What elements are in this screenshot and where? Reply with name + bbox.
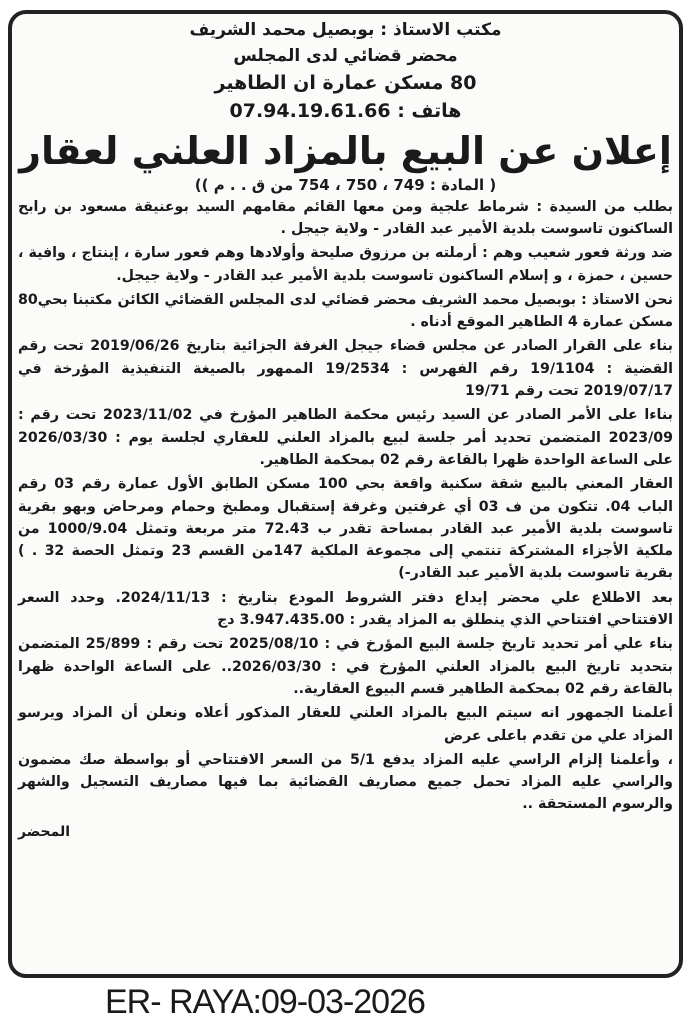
office-address: 80 مسكن عمارة ان الطاهير [214,72,477,94]
paragraph-order: بناءا على الأمر الصادر عن السيد رئيس محكمة الطاهير المؤرخ في 2023/11/02 تحت رقم : 2023/09 المتضمن تحديد أمر جلسة لبيع بالمزاد العلني للعقاري لجلسة يوم : 2026/03/30 على الساعة الواحدة ظهرا بالقاعة رقم 02 بمحكمة الطاهير. [18,407,673,468]
paragraph-against: ضد ورثة فعور شعيب وهم : أرملته بن مرزوق صليحة وأولادها وهم فعور سارة ، إينتاج ، وافية ، حسين ، حمزة ، و إسلام الساكنون تاسوست بلدية الأمير عبد القادر - ولاية جيجل. [18,245,673,284]
paragraph-decision: بناء على القرار الصادر عن مجلس قضاء جيجل الغرفة الجزائية بتاريخ 2019/06/26 تحت رقم القضية : 19/1104 رقم الفهرس : 19/2534 الممهور بالصيغة التنفيذية المؤرخة في 2019/07/17 تحت رقم 19/71 [18,338,673,400]
paragraph-session: بناء علي أمر تحديد تاريخ جلسة البيع المؤرخ في : 2025/08/10 تحت رقم : 25/899 المتضمن بتحديد تاريخ البيع بالمزاد العلني المؤرخ في : 2026/03/30.. على الساعة الواحدة ظهرا بالقاعة رقم 02 بمحكمة الطاهير قسم البيوع العقارية.. [18,636,673,697]
paragraph-property: العقار المعني بالبيع شقة سكنية واقعة بحي 100 مسكن الطابق الأول عمارة رقم 03 رقم الباب 04. تتكون من ف 03 أي غرفتين وغرفة إستقبال ومطبخ وحمام ومرحاض وبهو بقرية تاسوست بلدية الأمير عبد القادر بمساحة تقدر ب 72.43 متر مربعة وتمثل 1000/9.04 من ملكية الأجزاء المشتركة تنتمي إلى مجموعة الملكية 147من القسم 23 وتمثل الحصة 32 . ) بقرية تاسوست بلدية الأمير عبد القادر-) [18,476,673,582]
paragraph-conditions: بعد الاطلاع علي محضر إيداع دفتر الشروط المودع بتاريخ : 2024/11/13. وحدد السعر الافتتاحي افتتاحي الذي ينطلق به المزاد يقدر : 3.947.435.00 دج [18,589,673,629]
legal-article: ( المادة : 749 ، 750 ، 754 من ق . . م )) [194,175,497,194]
office-role: محضر قضائي لدى المجلس [233,46,458,66]
office-name: مكتب الاستاذ : بوبصيل محمد الشريف [189,20,502,40]
notice-document [18,16,673,840]
newspaper-footer: ER- RAYA:09-03-2026 [105,983,425,1021]
signature-line [18,824,673,840]
paragraph-bailiff: نحن الاستاذ : بوبصيل محمد الشريف محضر قضائي لدى المجلس القضائي الكائن مكتبنا بحي80 مسكن عمارة 4 الطاهير الموقع أدناه . [18,291,673,331]
signature-label: المحضر [18,823,71,840]
paragraph-payment: ، وأعلمنا إلزام الراسي عليه المزاد يدفع 5/1 من السعر الافتتاحي أو بواسطة صك مضمون والراسي عليه المزاد تحمل جميع مصاريف القضائية بما فيها مصاريف التسجيل والشهر والرسوم المستحقة .. [18,751,674,813]
paragraph-requester: بطلب من السيدة : شرماط علجية ومن معها القائم مقامهم السيد بوعنيقة مسعود بن رابح الساكنون تاسوست بلدية الأمير عبد القادر - ولاية جيجل . [18,198,673,237]
office-phone: هاتف : 07.94.19.61.66 [229,100,462,122]
paragraph-public-notice: أعلمنا الجمهور انه سيتم البيع بالمزاد العلني للعقار المذكور أعلاه ونعلن أن المزاد ويرسو المزاد علي من تقدم باعلى عرض [18,705,673,744]
notice-title: إعلان عن البيع بالمزاد العلني لعقار [19,129,672,173]
